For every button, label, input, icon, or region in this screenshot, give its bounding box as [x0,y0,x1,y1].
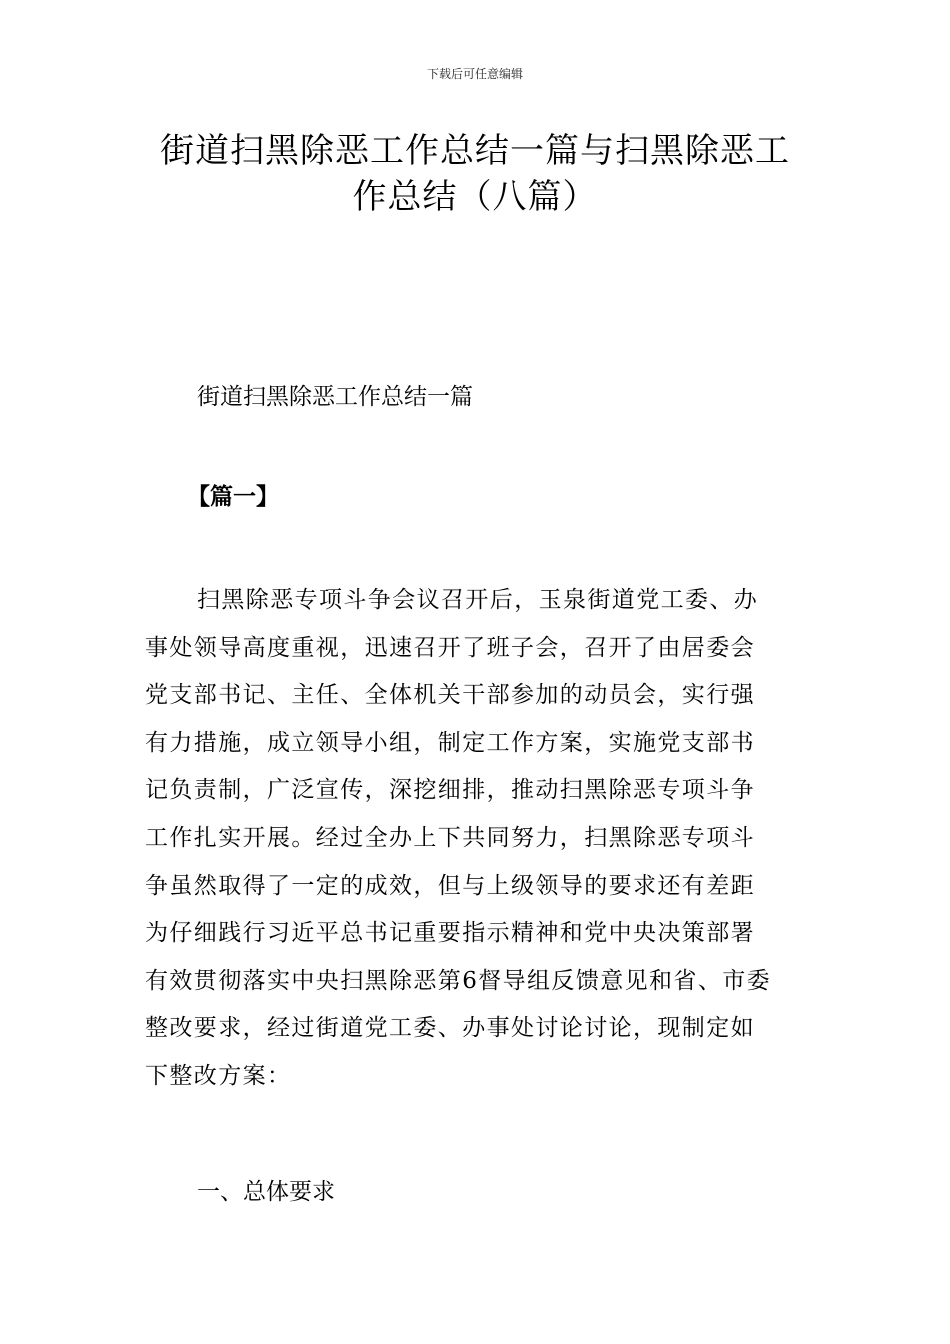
body-paragraph [145,580,807,1104]
document-title [145,128,805,220]
paragraph-line: 为仔细践行习近平总书记重要指示精神和党中央决策部署 [145,920,755,947]
paragraph-line: 有力措施，成立领导小组，制定工作方案，实施党支部书 [145,729,755,756]
document-title-line-2: 作总结（八篇） [352,177,598,217]
paragraph-line: 有效贯彻落实中央扫黑除恶第6督导组反馈意见和省、市委 [145,967,772,994]
paragraph-line: 争虽然取得了一定的成效，但与上级领导的要求还有差距 [145,872,755,899]
section-heading-general-requirements: 一、总体要求 [197,1179,335,1205]
paragraph-line: 扫黑除恶专项斗争会议召开后，玉泉街道党工委、办 [197,587,759,613]
document-title-line-1: 街道扫黑除恶工作总结一篇与扫黑除恶工 [160,131,790,171]
section-label: 【篇一】 [187,483,279,510]
paragraph-line: 下整改方案： [145,1062,292,1089]
paragraph-line: 整改要求，经过街道党工委、办事处讨论讨论，现制定如 [145,1015,755,1042]
paragraph-line: 工作扎实开展。经过全办上下共同努力，扫黑除恶专项斗 [145,824,755,851]
paragraph-line: 党支部书记、主任、全体机关干部参加的动员会，实行强 [145,682,755,709]
document-subtitle: 街道扫黑除恶工作总结一篇 [197,384,473,410]
paragraph-line: 事处领导高度重视，迅速召开了班子会，召开了由居委会 [145,634,755,661]
paragraph-line: 记负责制，广泛宣传，深挖细排，推动扫黑除恶专项斗争 [145,777,755,804]
header-note: 下载后可任意编辑 [426,67,523,81]
